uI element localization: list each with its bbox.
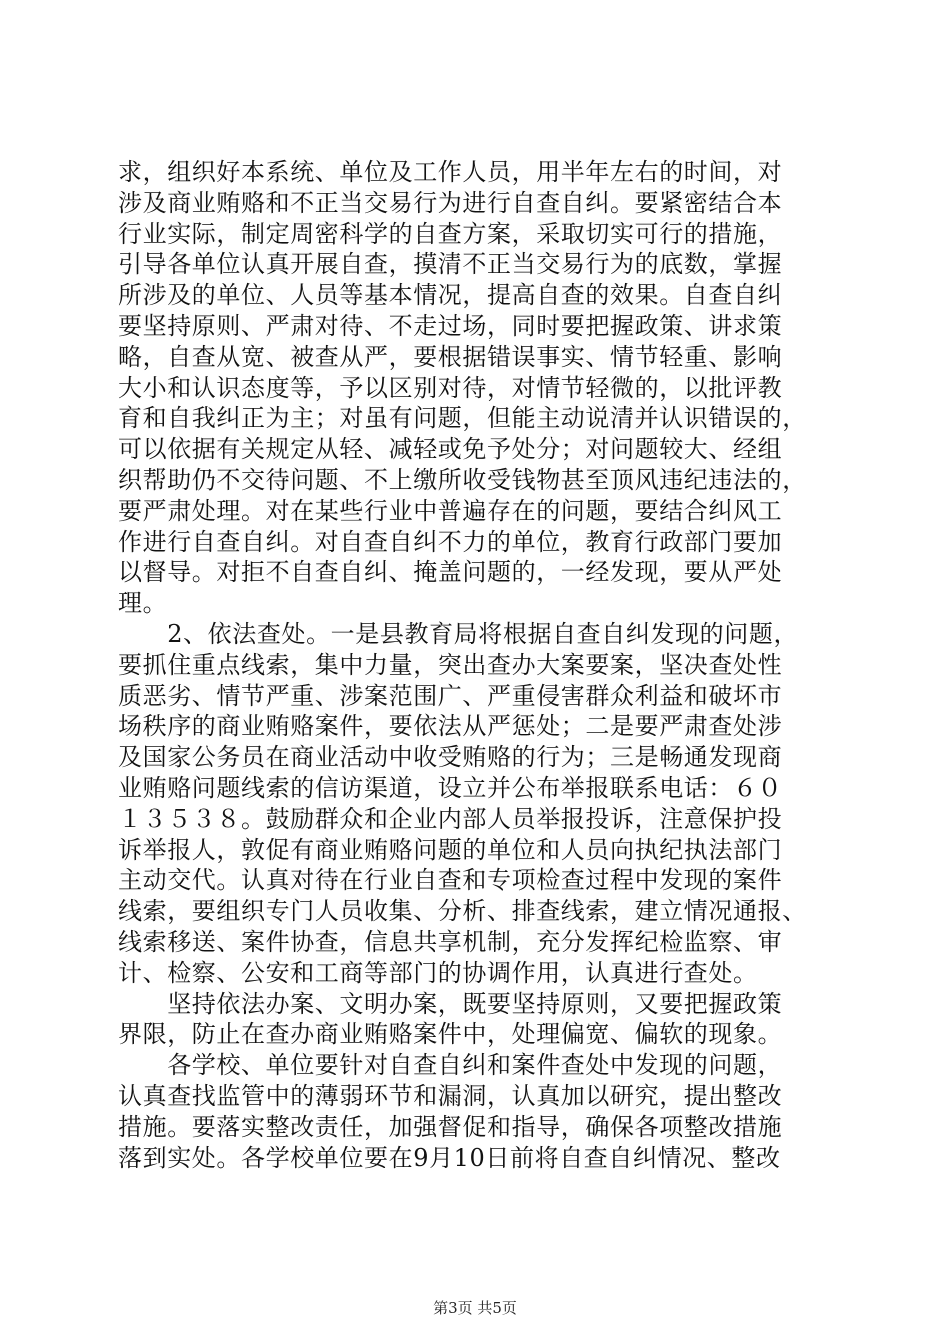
text-line: 理。 xyxy=(118,589,168,618)
text-line: 要坚持原则、严肃对待、不走过场，同时要把握政策、讲求策 xyxy=(118,311,783,340)
text-line: 所涉及的单位、人员等基本情况，提高自查的效果。自查自纠 xyxy=(118,281,783,310)
text-line: 业贿赂问题线索的信访渠道，设立并公布举报联系电话：６０ xyxy=(118,773,783,802)
text-line: １３５３８。鼓励群众和企业内部人员举报投诉，注意保护投 xyxy=(118,804,783,833)
text-line: 作进行自查自纠。对自查自纠不力的单位，教育行政部门要加 xyxy=(118,527,783,556)
text-line: 略，自查从宽、被查从严，要根据错误事实、情节轻重、影响 xyxy=(118,342,783,371)
text-line: 措施。要落实整改责任，加强督促和指导，确保各项整改措施 xyxy=(118,1112,783,1141)
text-line: 界限，防止在查办商业贿赂案件中，处理偏宽、偏软的现象。 xyxy=(118,1020,783,1049)
text-line: 育和自我纠正为主；对虽有问题，但能主动说清并认识错误的， xyxy=(118,404,807,433)
text-line: 线索移送、案件协查，信息共享机制，充分发挥纪检监察、审 xyxy=(118,927,783,956)
text-line: 认真查找监管中的薄弱环节和漏洞，认真加以研究，提出整改 xyxy=(118,1081,783,1110)
text-line: 计、检察、公安和工商等部门的协调作用，认真进行查处。 xyxy=(118,958,758,987)
text-line: 大小和认识态度等，予以区别对待，对情节轻微的，以批评教 xyxy=(118,373,783,402)
body-text xyxy=(118,157,848,1173)
text-line: 主动交代。认真对待在行业自查和专项检查过程中发现的案件 xyxy=(118,866,783,895)
text-line: 要严肃处理。对在某些行业中普遍存在的问题，要结合纠风工 xyxy=(118,496,783,525)
text-line: 落到实处。各学校单位要在9月10日前将自查自纠情况、整改 xyxy=(118,1143,781,1172)
text-line: 场秩序的商业贿赂案件，要依法从严惩处；二是要严肃查处涉 xyxy=(118,712,783,741)
text-line: 织帮助仍不交待问题、不上缴所收受钱物甚至顶风违纪违法的， xyxy=(118,465,807,494)
text-line: 要抓住重点线索，集中力量，突出查办大案要案，坚决查处性 xyxy=(118,650,783,679)
text-line: 各学校、单位要针对自查自纠和案件查处中发现的问题， xyxy=(118,1051,783,1080)
text-line: 线索，要组织专门人员收集、分析、排查线索，建立情况通报、 xyxy=(118,897,807,926)
text-line: 求，组织好本系统、单位及工作人员，用半年左右的时间，对 xyxy=(118,158,783,186)
text-line: 引导各单位认真开展自查，摸清不正当交易行为的底数，掌握 xyxy=(118,250,783,279)
text-line: 诉举报人，敦促有商业贿赂问题的单位和人员向执纪执法部门 xyxy=(118,835,783,864)
page-footer: 第3页 共5页 xyxy=(433,1299,517,1317)
text-line: 行业实际，制定周密科学的自查方案，采取切实可行的措施， xyxy=(118,219,783,248)
text-line: 及国家公务员在商业活动中收受贿赂的行为；三是畅通发现商 xyxy=(118,743,783,772)
text-line: 2、依法查处。一是县教育局将根据自查自纠发现的问题， xyxy=(118,619,799,648)
text-line: 质恶劣、情节严重、涉案范围广、严重侵害群众利益和破坏市 xyxy=(118,681,783,710)
text-line: 可以依据有关规定从轻、减轻或免予处分；对问题较大、经组 xyxy=(118,435,783,464)
text-line: 以督导。对拒不自查自纠、掩盖问题的，一经发现，要从严处 xyxy=(118,558,783,587)
text-line: 坚持依法办案、文明办案，既要坚持原则，又要把握政策 xyxy=(118,989,783,1018)
text-line: 涉及商业贿赂和不正当交易行为进行自查自纠。要紧密结合本 xyxy=(118,188,783,217)
